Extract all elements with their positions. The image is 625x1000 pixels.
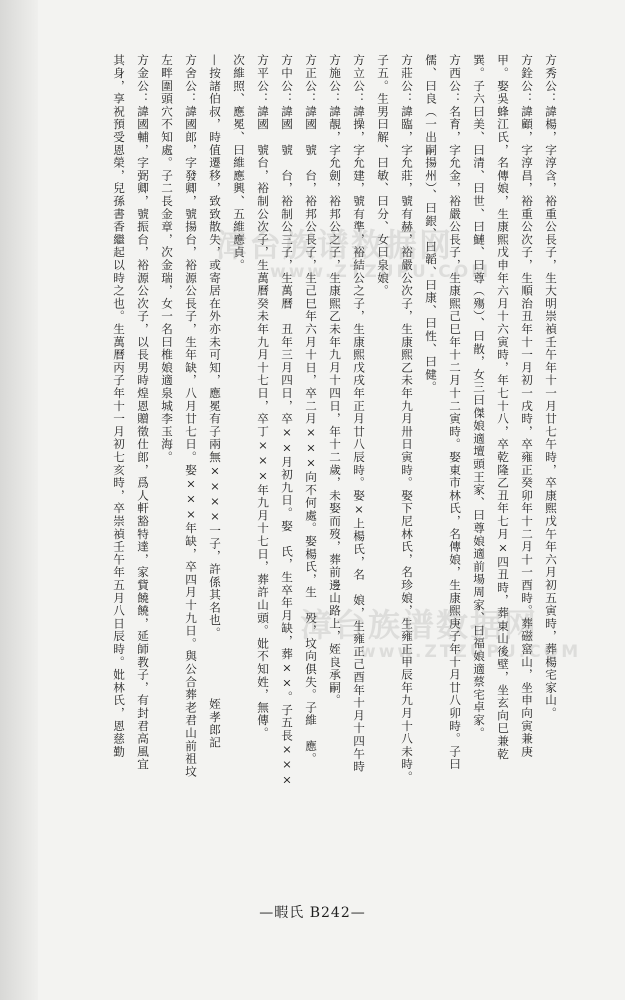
watermark-text: 漳台族谱数据网 [215, 226, 454, 264]
text-column-6: 儒、曰良（一出嗣揚州）、曰銀、曰韜、曰康、曰性、曰健。 [424, 54, 438, 394]
text-column-19: 其身，享祝預受恩榮，兒孫書香繼起以時之也。生萬曆丙子年十一月初七亥時，卒崇禎壬午年五月八日辰時。妣林氏，恩慈勤 [112, 54, 126, 758]
text-column-9: 方立公：諱操，字允建，號有準，裕結公之子，生康熙戊戌年正月廿八辰時。娶×上楊氏，名 娘，生雍正己酉年十月十四午時 [352, 54, 366, 774]
text-column-15: —按諸伯叔，時值遷移，致致散失，或寄居在外亦未可知，應冕有子兩無××××一子，許係其名也。 姪孝郎記 [208, 54, 222, 749]
watermark-url-2: www.ZTZUPU.COM [360, 642, 582, 662]
text-column-11: 方正公：諱國 號 台，裕邦公長子，生己巳年六月十日，卒二月×××向不何處。娶楊氏，生 殁，坟向俱失。子維 應。 [304, 54, 318, 766]
text-column-18: 方金公：諱國輔，字弼卿，號振台，裕源公次子，以長男時煌恩贈徵仕郎，爲人軒豁特達，家貲饒饒，延師教子，有封君高風宜 [136, 54, 150, 771]
page-footer: —暇氏 B242— [259, 905, 366, 921]
text-column-7: 方莊公：諱臨，字允莊，號有赫，裕嚴公次子，生康熙乙未年九月卅日寅時。娶下尼林氏，名珍娘，生雍正甲辰年九月十八未時。 [400, 54, 414, 784]
watermark-url: www.ZTZUPU.COM [270, 262, 492, 282]
text-column-8: 子五。生男曰解、曰敏、曰分、女曰泉娘。 [376, 54, 390, 298]
watermark-text-2: 漳台族谱数据网 [300, 606, 539, 644]
text-column-1: 方秀公：諱楊，字淳含，裕重公長子，生大明崇禎壬午年十一月廿七午時，卒康熙戊午年六月初五寅時，葬楊宅家山。 [544, 54, 558, 720]
text-column-17: 左畔圍頭穴不知處。子二長金章，次金瑞，女一名曰椎娘適泉城李玉海。 [160, 54, 174, 464]
text-column-3: 甲。娶吳蜂江氏，名傳娘，生康熙戊申年六月十六寅時，年七十八，卒乾隆乙丑年七月×四丑時，葬東山後壁，坐玄向巳兼乾 [496, 54, 510, 761]
text-column-13: 方平公：諱國 號台，裕制公次子，生萬曆癸未年九月十七日，卒丁×××年九月十七日，葬許山頭。妣不知姓，無傳。 [256, 54, 270, 740]
text-column-5: 方西公：名育，字允金，裕嚴公長子，生康熙己巳年十二月十二寅時。娶東市林氏，名傳娘，生康熙庚子年十月廿八卯時。子曰 [448, 54, 462, 771]
text-column-10: 方施公：諱靚，字允劍，裕邦公之子，生康熙乙未年九月十四日，年十二歲，未娶而歿，葬前邊山路上，姪良承嗣。 [328, 54, 342, 707]
text-column-2: 方銓公：諱顧，字淳昌，裕重公次子，生順治丑年十一月初一戌時，卒雍正癸卯年十二月十一酉時。葬磁窰山，坐申向寅兼庚 [520, 54, 534, 758]
text-column-16: 方舍公：諱國郎，字發卿，號揚台，裕源公長子，生年缺，八月廿七日。娶×××年缺，卒四月十九日。與公合葬老君山前祖坟 [184, 54, 198, 778]
text-column-12: 方中公：諱國 號 台，裕制公三子，生萬曆 丑年三月四日，卒××月初九日。娶 氏，生卒年月缺，葬××。子五長××× [280, 54, 294, 788]
text-column-4: 巽。子六曰美、曰清、曰世、曰鰱、曰尊（殤）、曰散，女三曰傑娘適壇頭王家、曰尊娘適前場周家、曰福娘適蔡宅卓家。 [472, 54, 486, 740]
binding-shadow [0, 0, 38, 1000]
text-column-14: 次維照、應冕、曰維應興、五維應貞。 [232, 54, 246, 272]
